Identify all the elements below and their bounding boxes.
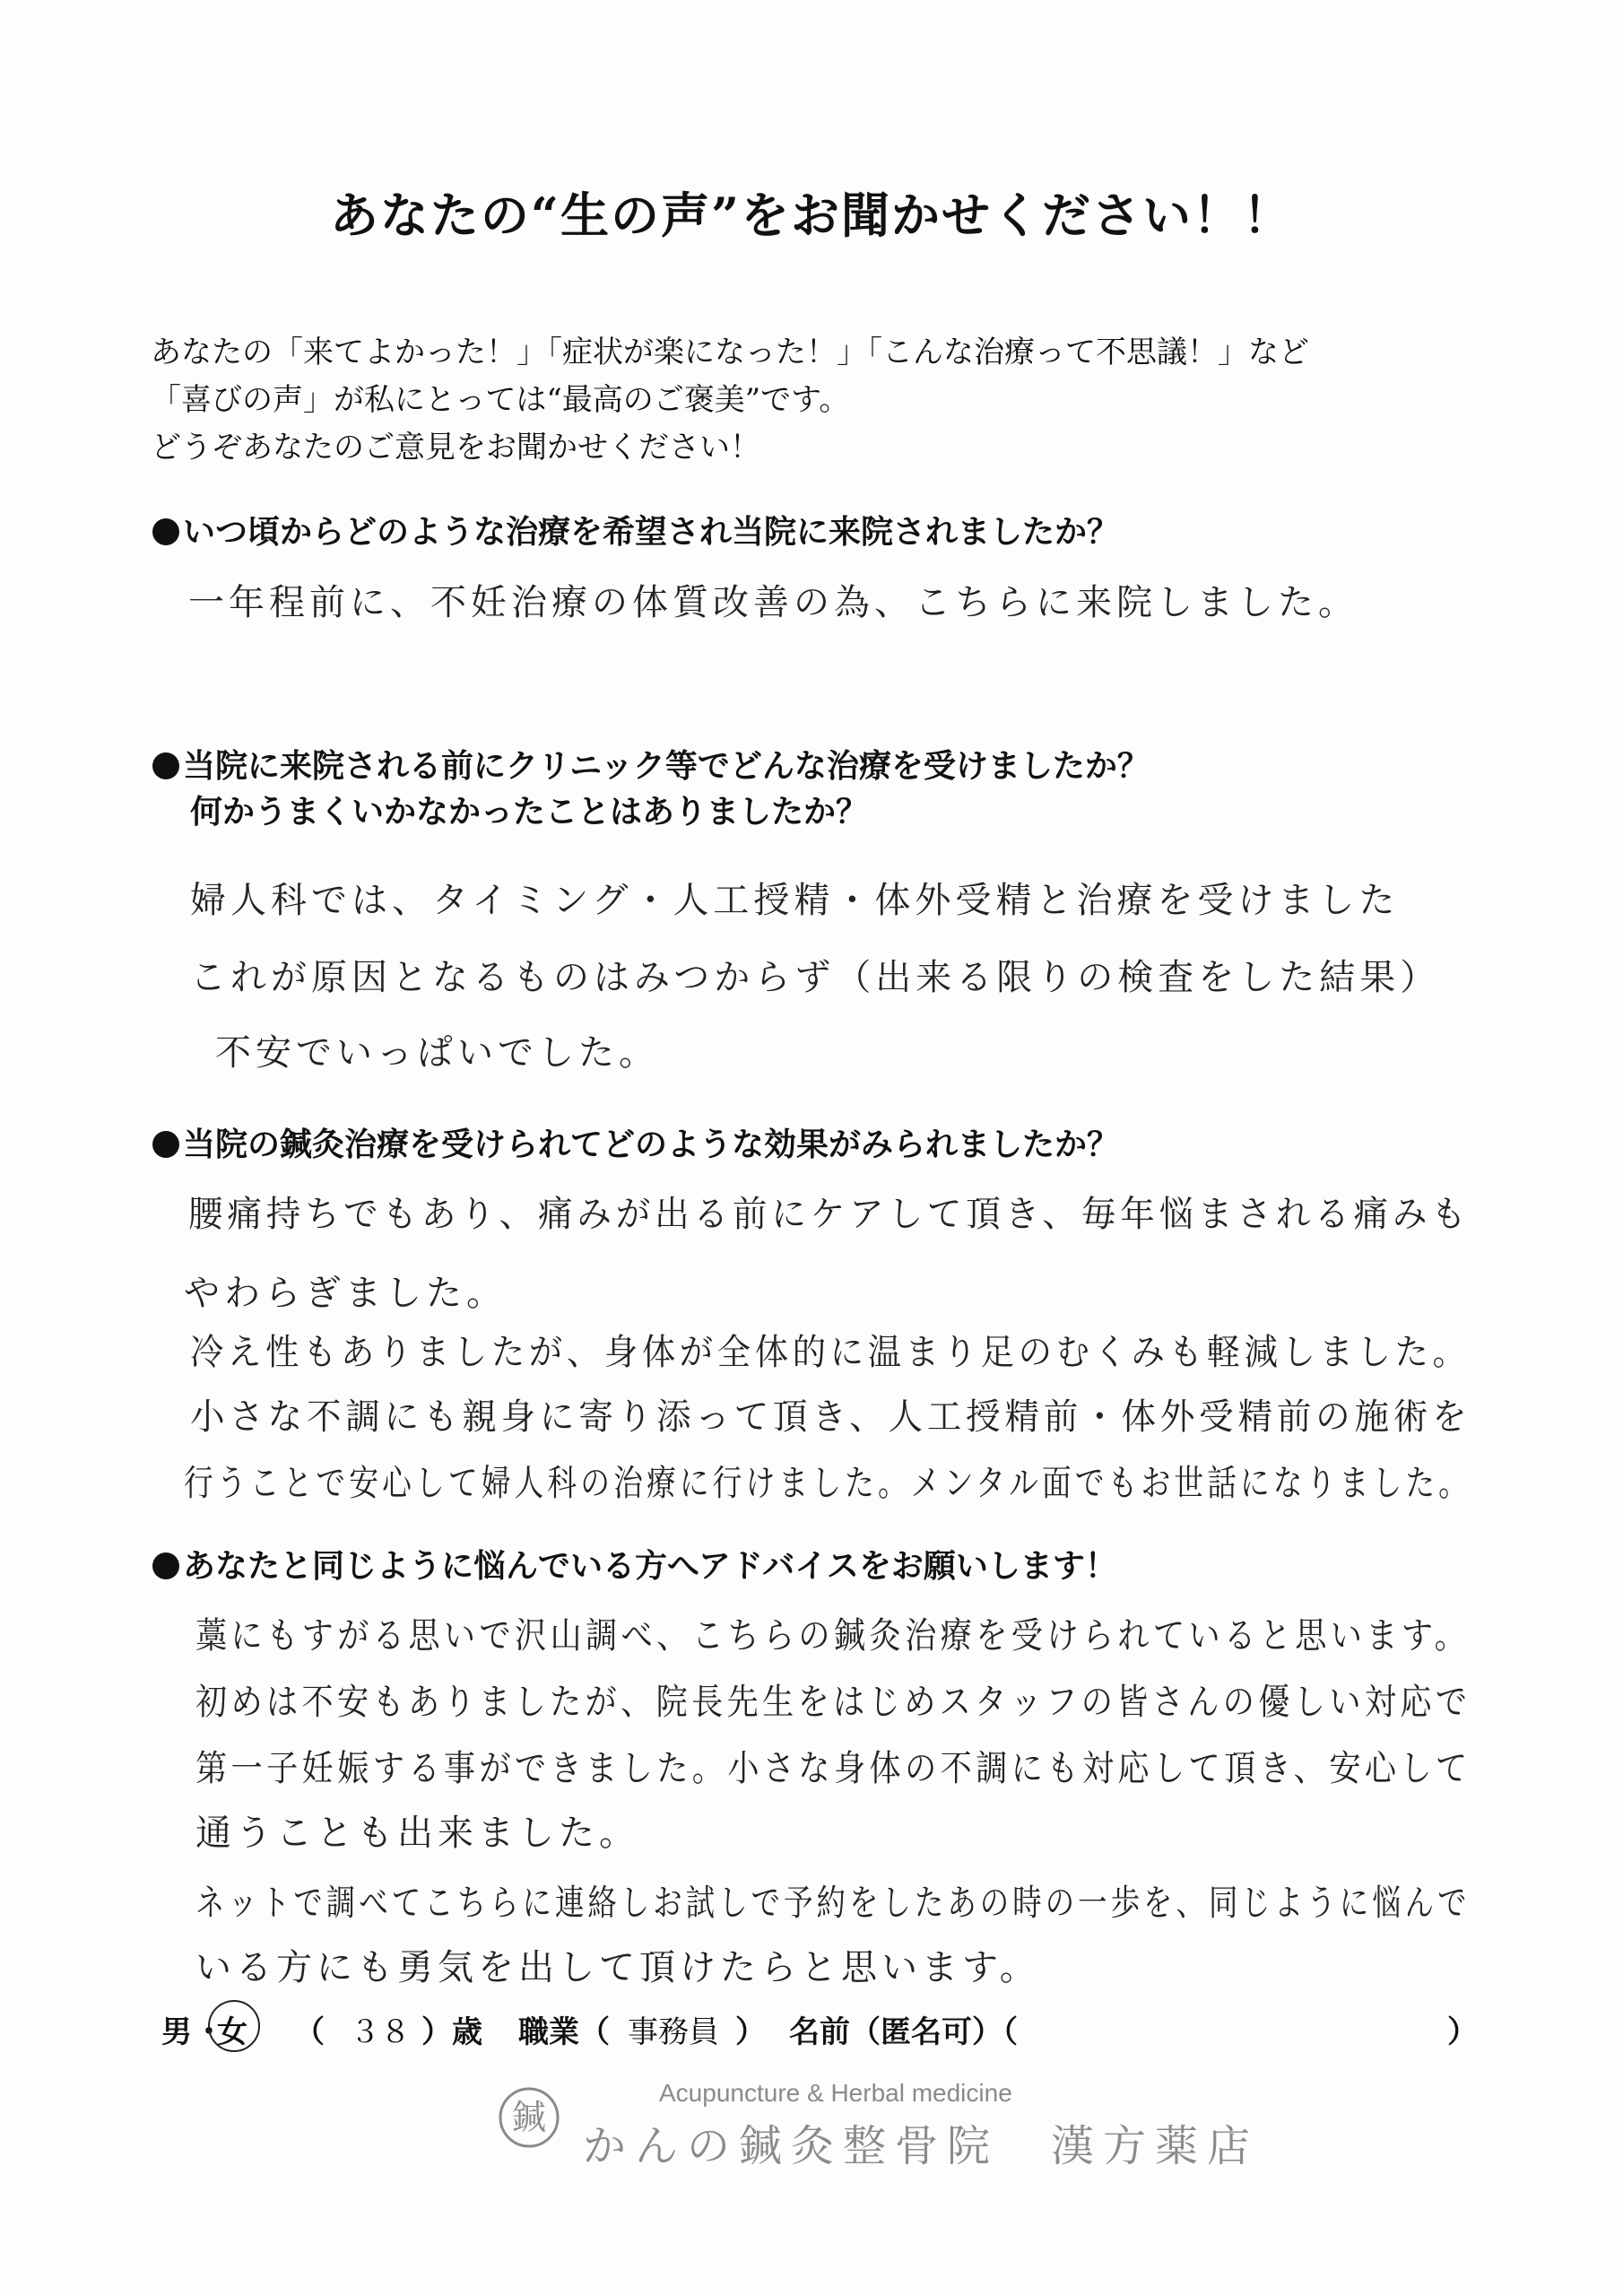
bullet-icon	[152, 518, 179, 545]
question-2-text-line-2: 何かうまくいかなかったことはありましたか？	[190, 793, 869, 831]
question-2-text-line-1: 当院に来院される前にクリニック等でどんな治療を受けましたか？	[183, 747, 1150, 785]
question-1-text: いつ頃からどのような治療を希望され当院に来院されましたか？	[183, 513, 1120, 551]
sex-separator: ・	[194, 2014, 224, 2050]
question-3-text: 当院の鍼灸治療を受けられてどのような効果がみられましたか？	[183, 1126, 1120, 1163]
answer-4-line-4: 通うことも出来ました。	[195, 1813, 639, 1854]
answer-1-line-1: 一年程前に、不妊治療の体質改善の為、こちらに来院しました。	[188, 582, 1358, 623]
answer-2-line-3: 不安でいっぱいでした。	[215, 1032, 659, 1074]
age-close: ）歳	[421, 2014, 482, 2050]
respondent-info-row	[161, 2007, 1488, 2061]
clinic-logo	[498, 2079, 1260, 2178]
name-close: ）	[1447, 2014, 1478, 2050]
answer-2-line-1: 婦人科では、タイミング・人工授精・体外受精と治療を受けました	[190, 880, 1400, 921]
answer-4-line-3: 第一子妊娠する事ができました。小さな身体の不調にも対応して頂き、安心して	[195, 1748, 1471, 1789]
clinic-seal-icon	[498, 2086, 560, 2149]
page-title: あなたの“生の声”をお聞かせください！！	[329, 187, 1294, 244]
bullet-icon	[152, 752, 179, 779]
selected-circle-mark	[208, 2000, 260, 2052]
intro-line-2: 「喜びの声」が私にとっては“最高のご褒美”です。	[151, 382, 850, 418]
job-value: 事務員	[628, 2014, 719, 2050]
bullet-icon	[152, 1552, 179, 1579]
answer-4-line-5: ネットで調べてこちらに連絡しお試しで予約をしたあの時の一歩を、同じように悩んで	[195, 1883, 1471, 1924]
answer-3-line-2: やわらぎました。	[184, 1273, 507, 1314]
question-3	[152, 1119, 1119, 1165]
answer-3-line-1: 腰痛持ちでもあり、痛みが出る前にケアして頂き、毎年悩まされる痛みも	[188, 1194, 1471, 1235]
answer-4-line-2: 初めは不安もありましたが、院長先生をはじめスタッフの皆さんの優しい対応で	[195, 1682, 1471, 1723]
job-close: ）	[735, 2014, 766, 2050]
age-open: （	[294, 2014, 325, 2050]
question-4	[152, 1541, 1117, 1587]
bullet-icon	[152, 1131, 179, 1158]
answer-3-line-4: 小さな不調にも親身に寄り添って頂き、人工授精前・体外受精前の施術を	[190, 1396, 1471, 1438]
intro-line-1: あなたの「来てよかった！」「症状が楽になった！」「こんな治療って不思議！」など	[151, 335, 1309, 370]
question-2	[152, 741, 1150, 787]
seal-char: 鍼	[511, 2098, 547, 2137]
answer-3-line-5: 行うことで安心して婦人科の治療に行けました。メンタル面でもお世話になりました。	[184, 1463, 1472, 1504]
sex-male-label: 男	[161, 2014, 192, 2050]
clinic-japanese-name: かんの鍼灸整骨院 漢方薬店	[583, 2121, 1260, 2171]
intro-line-3: どうぞあなたのご意見をお聞かせください！	[151, 430, 760, 465]
answer-4-line-6: いる方にも勇気を出して頂けたらと思います。	[195, 1947, 1040, 1988]
job-label: 職業（	[518, 2014, 610, 2050]
sex-female-label: 女	[217, 2014, 247, 2050]
age-value: ３８	[350, 2014, 411, 2050]
clinic-english-name: Acupuncture & Herbal medicine	[659, 2079, 1012, 2107]
answer-3-line-3: 冷え性もありましたが、身体が全体的に温まり足のむくみも軽減しました。	[190, 1332, 1471, 1373]
answer-4-line-1: 藁にもすがる思いで沢山調べ、こちらの鍼灸治療を受けられていると思います。	[195, 1615, 1471, 1657]
question-4-text: あなたと同じように悩んでいる方へアドバイスをお願いします！	[183, 1547, 1117, 1585]
question-1	[152, 507, 1119, 552]
answer-2-line-2: これが原因となるものはみつからず（出来る限りの検査をした結果）	[190, 957, 1441, 998]
name-label: 名前（匿名可）（	[789, 2014, 1018, 2050]
